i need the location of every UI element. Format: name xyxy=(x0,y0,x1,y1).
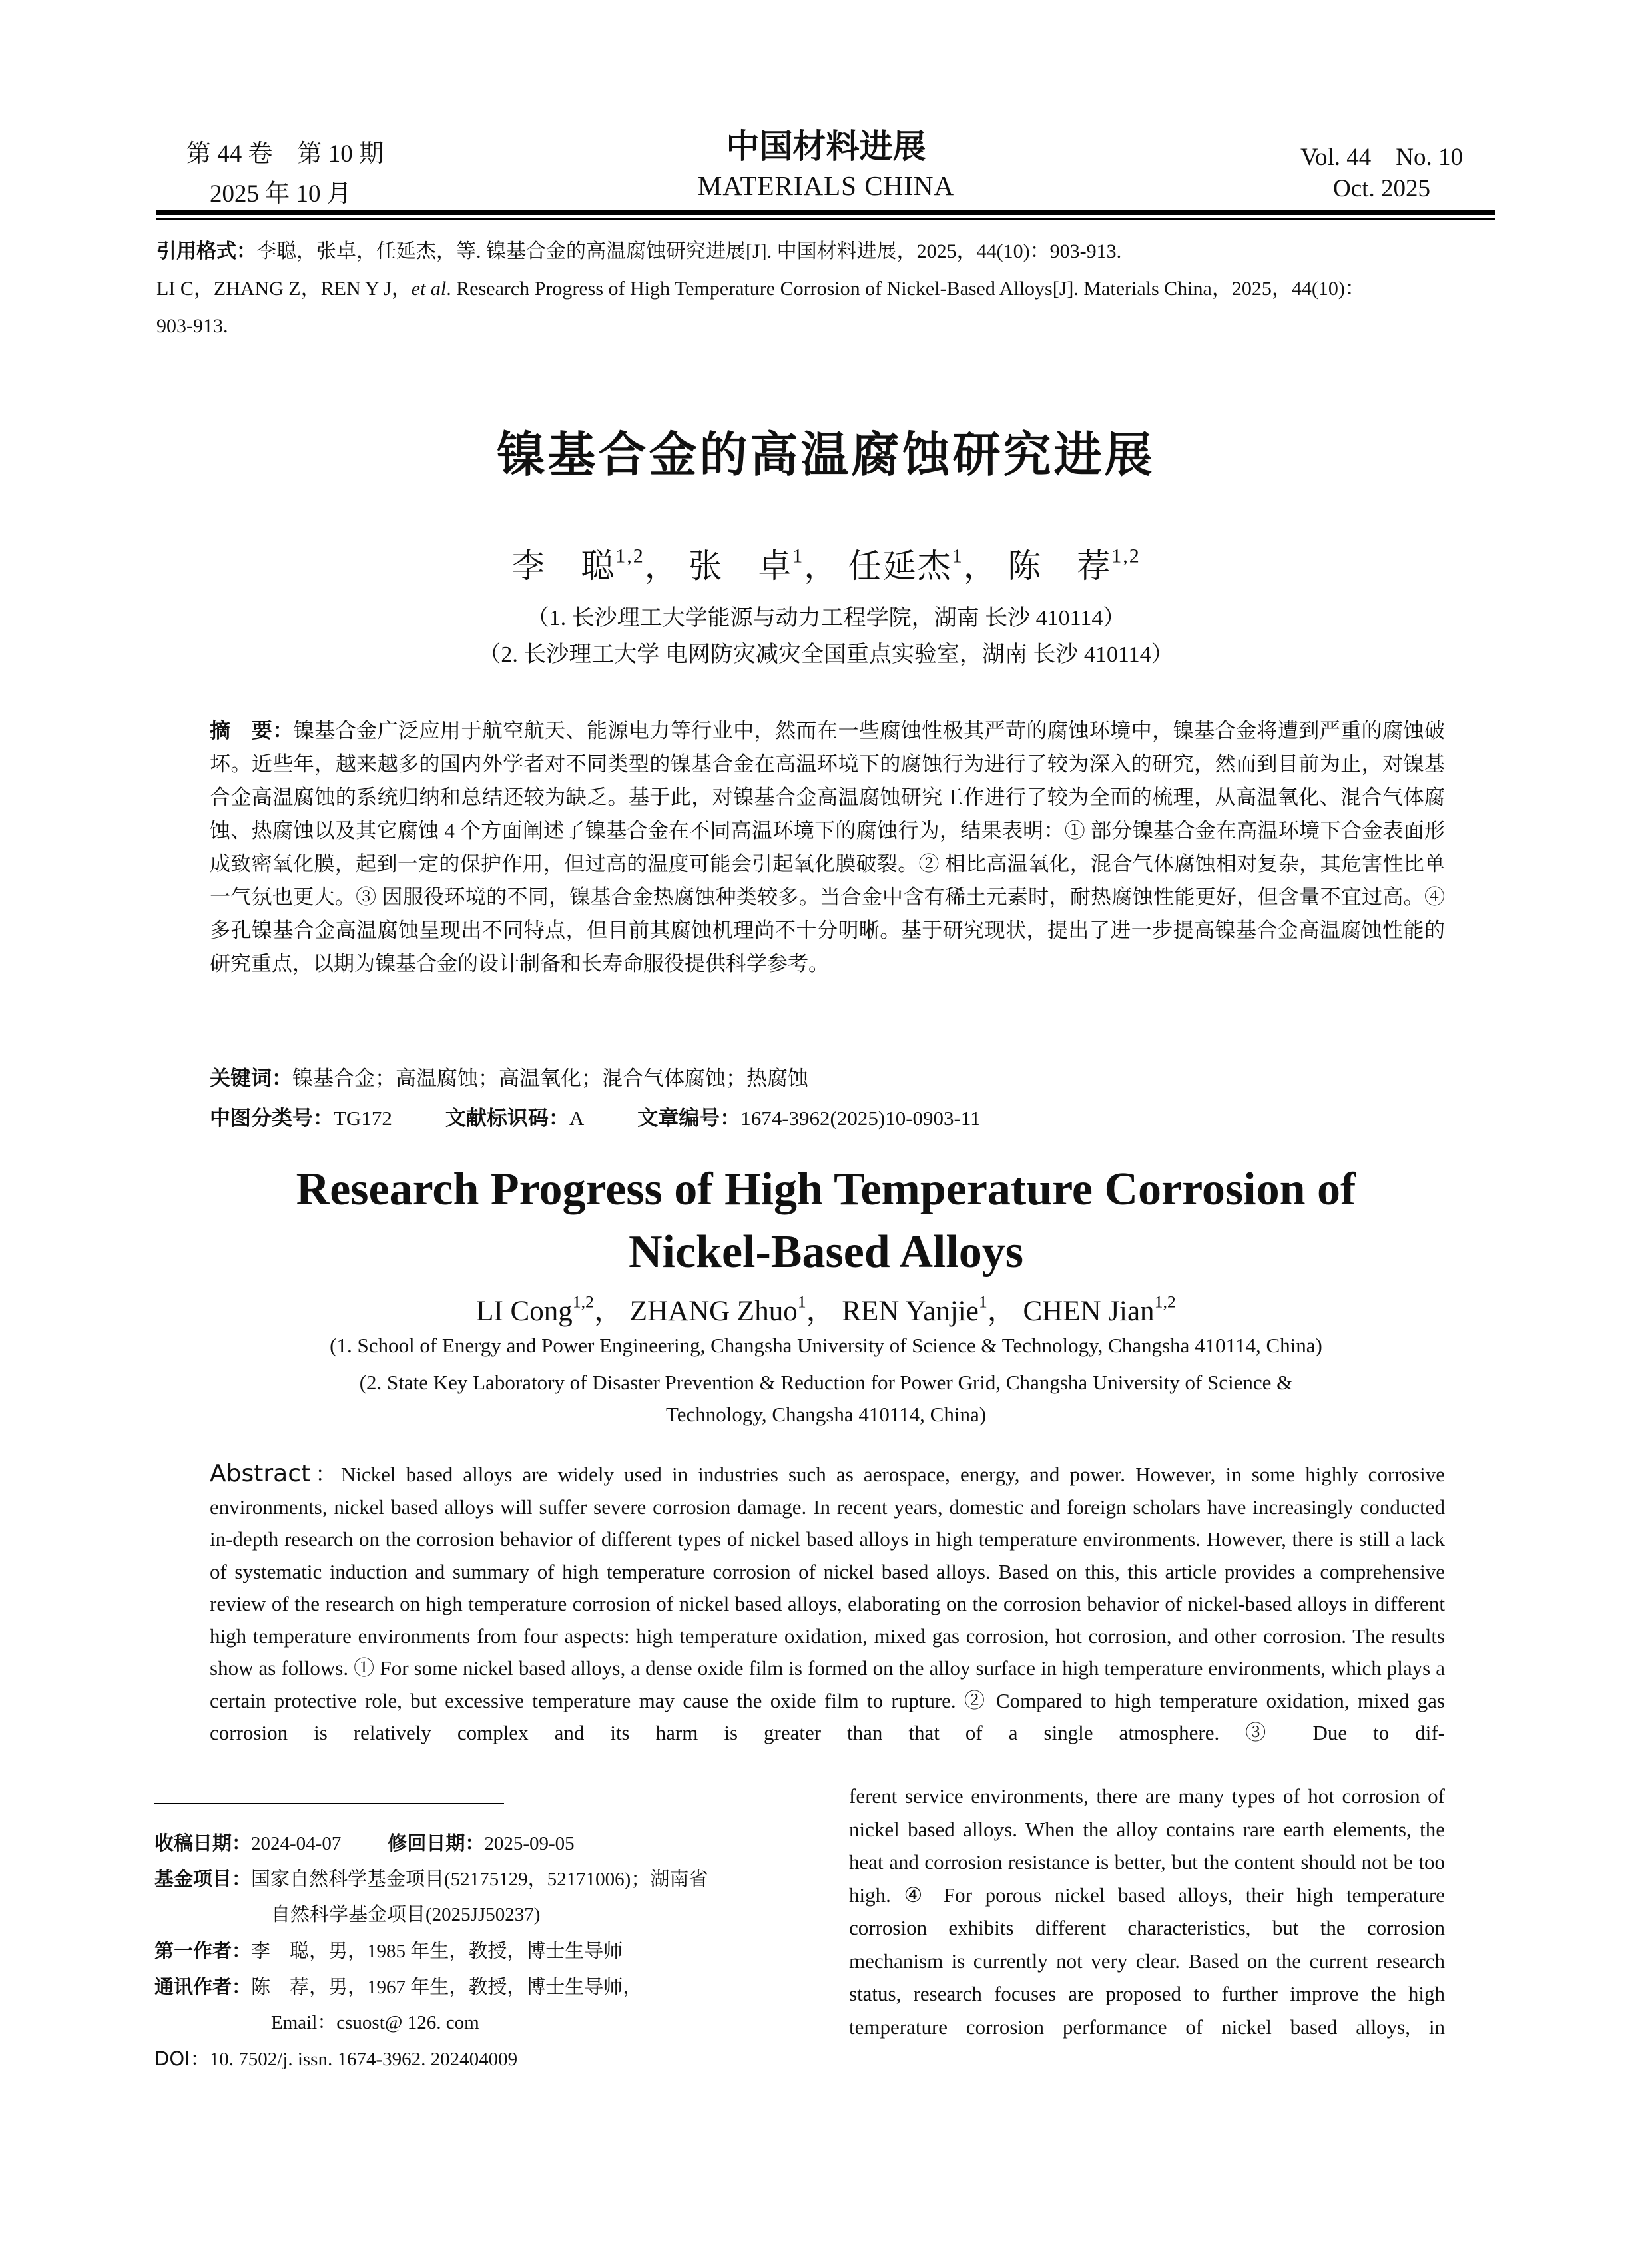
clc-label: 中图分类号： xyxy=(210,1107,334,1130)
doc-code-label: 文献标识码： xyxy=(445,1107,569,1130)
citation-cn-text: 李聪，张卓，任延杰，等. 镍基合金的高温腐蚀研究进展[J]. 中国材料进展，2025，44(10)：903-913. xyxy=(256,240,1122,262)
keywords-label: 关键词： xyxy=(210,1067,292,1091)
footnote-doi xyxy=(154,2041,517,2077)
citation-en-pages: 903-913. xyxy=(156,315,228,337)
fund-line2: 自然科学基金项目(2025JJ50237) xyxy=(271,1904,541,1925)
affiliation-cn-1: （1. 长沙理工大学能源与动力工程学院，湖南 长沙 410114） xyxy=(526,606,1126,630)
footnote-corresponding-author xyxy=(154,1969,642,2005)
article-title-en xyxy=(0,1158,1652,1284)
abstract-cn xyxy=(210,714,1445,981)
author-affil-sup: 1 xyxy=(952,545,964,567)
corr-author-label: 通讯作者： xyxy=(154,1975,252,1998)
author-cn: 陈 荐 xyxy=(1007,547,1112,585)
date-cn: 2025 年 10 月 xyxy=(210,180,352,208)
author-affil-sup: 1,2 xyxy=(1111,545,1141,567)
received-date: 2024-04-07 xyxy=(251,1833,342,1854)
article-title-cn: 镍基合金的高温腐蚀研究进展 xyxy=(497,427,1155,483)
affiliation-en-2-line2: Technology, Changsha 410114, China) xyxy=(665,1403,987,1426)
clc-value: TG172 xyxy=(334,1107,392,1130)
author-cn: 李 聪 xyxy=(511,547,616,585)
corr-author-value: 陈 荐，男，1967 年生，教授，博士生导师， xyxy=(251,1977,643,1998)
footnote-rule xyxy=(154,1803,504,1804)
author-affil-sup: 1 xyxy=(792,545,804,567)
citation-en-etal: et al xyxy=(411,278,447,300)
citation-label: 引用格式： xyxy=(156,240,256,263)
authors-en: LI Cong$^{1,2}$， ZHANG Zhuo$^1$， REN Yanjie$^1$， CHEN Jian$^{1,2}$ xyxy=(476,1292,1176,1327)
author-affil-sup: 1 xyxy=(797,1292,806,1312)
affiliation-en-1: (1. School of Energy and Power Engineering, Changsha University of Science & Technology, Changsha 410114, China) xyxy=(330,1334,1322,1357)
citation-en-authors: LI C，ZHANG Z，REN Y J， xyxy=(156,278,412,300)
author-affil-sup: 1,2 xyxy=(1154,1292,1176,1312)
author-en: CHEN Jian xyxy=(1023,1296,1155,1327)
author-cn: 任延杰 xyxy=(848,547,952,585)
article-title-en-line2: Nickel-Based Alloys xyxy=(628,1226,1024,1278)
author-affil-sup: 1,2 xyxy=(572,1292,594,1312)
author-affil-sup: 1,2 xyxy=(615,545,645,567)
affiliation-cn-2: （2. 长沙理工大学 电网防灾减灾全国重点实验室，湖南 长沙 410114） xyxy=(478,642,1174,667)
volume-issue-en: Vol. 44 No. 10 xyxy=(1300,144,1463,171)
revised-date: 2025-09-05 xyxy=(484,1833,575,1854)
doi-value: 10. 7502/j. issn. 1674-3962. 202404009 xyxy=(209,2049,518,2070)
first-author-label: 第一作者： xyxy=(154,1939,252,1962)
author-affil-sup: 1 xyxy=(978,1292,987,1312)
author-en: LI Cong xyxy=(476,1296,573,1327)
article-title-en-line1: Research Progress of High Temperature Corrosion of xyxy=(296,1164,1356,1215)
abstract-cn-text: 镍基合金广泛应用于航空航天、能源电力等行业中，然而在一些腐蚀性极其严苛的腐蚀环境中，镍基合金将遭到严重的腐蚀破坏。近些年，越来越多的国内外学者对不同类型的镍基合金在高温环境下的腐蚀行为进行了较为深入的研究，然而到目前为止，对镍基合金高温腐蚀的系统归纳和总结还较为缺乏。基于此，对镍基合金高温腐蚀研究工作进行了较为全面的梳理，从高温氧化、混合气体腐蚀、热腐蚀以及其它腐蚀 4 个方面阐述了镍基合金在不同高温环境下的腐蚀行为，结果表明：① 部分镍基合金在高温环境下合金表面形成致密氧化膜，起到一定的保护作用，但过高的温度可能会引起氧化膜破裂。② 相比高温氧化，混合气体腐蚀相对复杂，其危害性比单一气氛也更大。③ 因服役环境的不同，镍基合金热腐蚀种类较多。当合金中含有稀土元素时，耐热腐蚀性能更好，但含量不宜过高。④ 多孔镍基合金高温腐蚀呈现出不同特点，但目前其腐蚀机理尚不十分明晰。基于研究现状，提出了进一步提高镍基合金高温腐蚀性能的研究重点，以期为镍基合金的设计制备和长寿命服役提供科学参考。 xyxy=(210,719,1445,975)
journal-name-cn: 中国材料进展 xyxy=(726,127,926,166)
doi-label: DOI： xyxy=(154,2047,210,2070)
authors-cn: 李 聪$^{1,2}$， 张 卓$^1$， 任延杰$^1$， 陈 荐$^{1,2}$ xyxy=(511,545,1141,585)
citation-en-rest: . Research Progress of High Temperature Corrosion of Nickel-Based Alloys[J]. Materials China，2025，44(10)： xyxy=(446,278,1365,300)
affiliation-en-2-line1: (2. State Key Laboratory of Disaster Prevention & Reduction for Power Grid, Changsha University of Science & xyxy=(359,1371,1293,1394)
first-author-value: 李 聪，男，1985 年生，教授，博士生导师 xyxy=(251,1941,623,1962)
footnote-fund xyxy=(154,1862,708,1897)
article-no-label: 文章编号： xyxy=(637,1107,741,1130)
author-cn: 张 卓 xyxy=(688,547,793,585)
abstract-cn-label: 摘 要： xyxy=(210,719,294,743)
revised-label: 修回日期： xyxy=(388,1832,485,1854)
received-label: 收稿日期： xyxy=(154,1832,252,1854)
journal-name-en: MATERIALS CHINA xyxy=(697,170,955,201)
fund-label: 基金项目： xyxy=(154,1868,252,1890)
header-rule-thin xyxy=(156,218,1495,220)
abstract-en-colon: ： xyxy=(310,1463,341,1486)
abstract-en-label: Abstract xyxy=(210,1460,311,1487)
fund-line1: 国家自然科学基金项目(52175129，52171006)；湖南省 xyxy=(251,1869,708,1890)
affiliation-en-2 xyxy=(0,1367,1652,1431)
author-en: ZHANG Zhuo xyxy=(629,1296,798,1327)
article-no-value: 1674-3962(2025)10-0903-11 xyxy=(740,1107,981,1130)
footnote-dates xyxy=(154,1826,575,1861)
author-en: REN Yanjie xyxy=(842,1296,979,1327)
keywords-cn xyxy=(210,1062,808,1095)
header-rule-thick xyxy=(156,210,1495,215)
citation-cn xyxy=(156,233,1495,270)
abstract-en-text: Nickel based alloys are widely used in industries such as aerospace, energy, and power. However, in some highly corrosive environments, nickel based alloys will suffer severe corrosion damage. In recent years, domestic and foreign scholars have increasingly conducted in-depth research on the corrosion behavior of different types of nickel based alloys in high temperature environments. However, there is still a lack of systematic induction and summary of high temperature corrosion of nickel based alloys. Based on this, this article provides a comprehensive review of the research on high temperature corrosion of nickel based alloys, elaborating on the corrosion behavior of nickel-based alloys in different high temperature environments from four aspects: high temperature oxidation, mixed gas corrosion, hot corrosion, and other corrosion. The results show as follows. ① For some nickel based alloys, a dense oxide film is formed on the alloy surface in high temperature environments, which plays a certain protective role, but excessive temperature may cause the oxide film to rupture. ② Compared to high temperature oxidation, mixed gas corrosion is relatively complex and its harm is greater than that of a single atmosphere. ③ Due to dif- xyxy=(210,1463,1445,1744)
date-en: Oct. 2025 xyxy=(1333,175,1430,202)
keywords-text: 镍基合金；高温腐蚀；高温氧化；混合气体腐蚀；热腐蚀 xyxy=(292,1067,808,1090)
abstract-en-column: ferent service environments, there are many types of hot corrosion of nickel based alloys. When the alloy contains rare earth elements, the heat and corrosion resistance is better, but the content should not be too high. ④ For porous nickel based alloys, their high temperature corrosion exhibits different characteristics, but the corrosion mechanism is currently not very clear. Based on the current research status, research focuses are proposed to further improve the high temperature corrosion performance of nickel based alloys, in xyxy=(849,1784,1445,2039)
volume-issue-cn: 第 44 卷 第 10 期 xyxy=(186,140,384,168)
corr-author-email: Email：csuost@ 126. com xyxy=(271,2012,479,2033)
classification-line xyxy=(210,1102,981,1135)
abstract-en xyxy=(210,1458,1445,1750)
citation-en xyxy=(156,270,1495,308)
doc-code-value: A xyxy=(569,1107,585,1130)
footnote-first-author xyxy=(154,1933,623,1969)
